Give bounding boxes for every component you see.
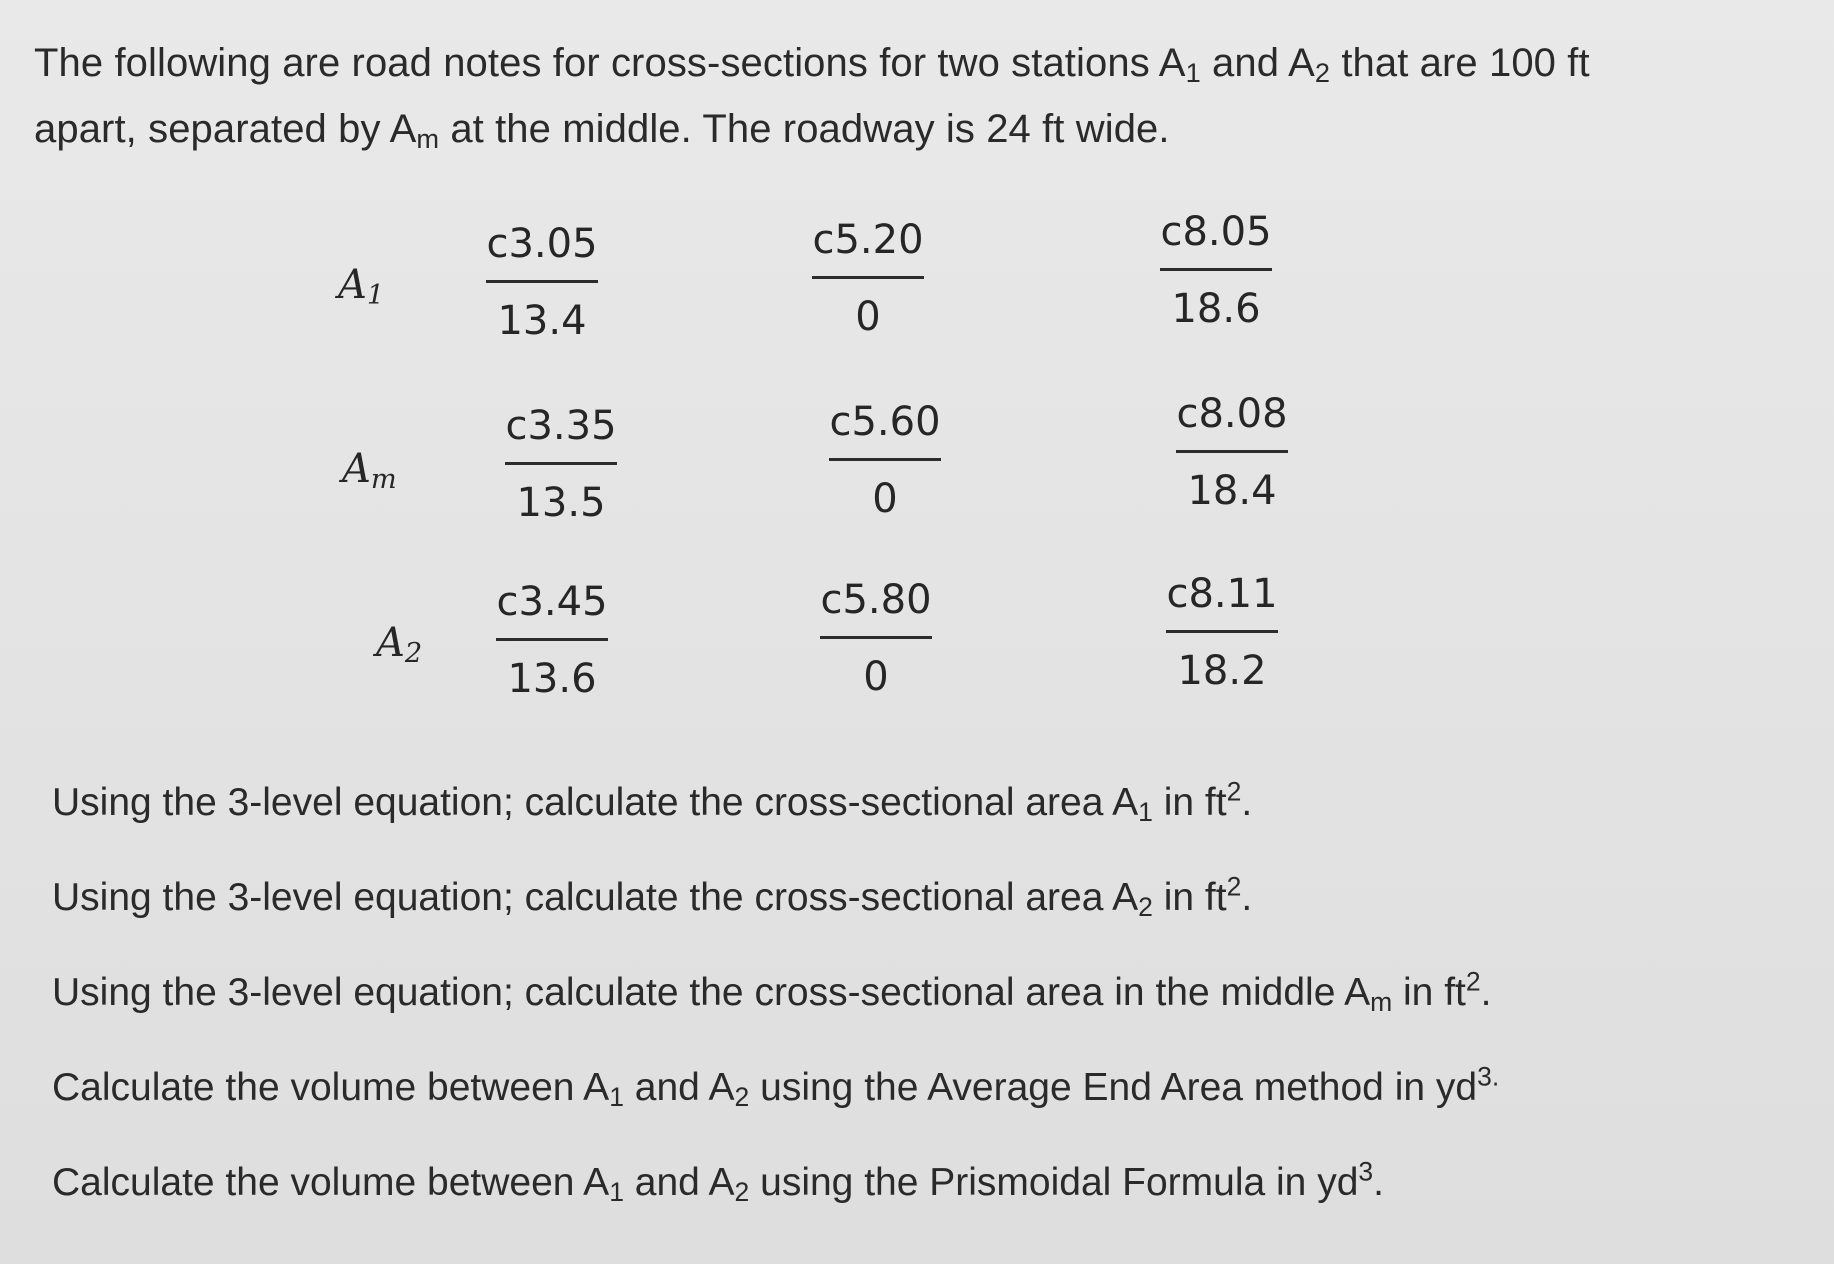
offset-value: 0	[863, 654, 889, 700]
question-text: using the Average End Area method in yd	[749, 1066, 1478, 1109]
question-4	[52, 1055, 1812, 1150]
question-subscript: 1	[1138, 796, 1153, 827]
question-3	[52, 960, 1812, 1055]
question-superscript: 3.	[1477, 1061, 1500, 1092]
fraction-bar	[1166, 630, 1278, 633]
offset-value: 13.6	[507, 656, 597, 702]
offset-value: 13.4	[497, 298, 587, 344]
note-a2-center	[796, 574, 956, 703]
question-text: .	[1480, 971, 1492, 1014]
question-text: and A	[623, 1161, 735, 1204]
question-1	[52, 770, 1812, 865]
intro-subscript: m	[416, 122, 440, 154]
offset-value: 0	[855, 294, 881, 340]
station-label-a1	[338, 262, 385, 311]
intro-text: apart, separated by A	[34, 107, 417, 151]
question-text: Using the 3-level equation; calculate the cross-sectional area A	[52, 876, 1139, 919]
cut-value: c5.80	[820, 577, 932, 623]
cut-value: c8.05	[1160, 209, 1272, 255]
question-subscript: 2	[734, 1176, 750, 1207]
cut-value: c5.20	[812, 217, 924, 263]
question-text: .	[1241, 876, 1253, 919]
fraction-bar	[820, 636, 932, 639]
offset-value: 18.4	[1187, 468, 1277, 514]
question-list	[52, 770, 1812, 1245]
offset-value: 18.6	[1171, 286, 1261, 332]
fraction-bar	[812, 276, 924, 279]
cut-value: c5.60	[829, 399, 941, 445]
question-text: Calculate the volume between A	[52, 1161, 610, 1204]
note-a1-right	[1136, 206, 1296, 335]
cut-value: c3.45	[496, 579, 608, 625]
station-label-subscript: 2	[404, 637, 423, 669]
cut-value: c8.08	[1176, 391, 1288, 437]
question-subscript: 2	[734, 1081, 750, 1112]
note-a2-left	[472, 576, 632, 705]
station-label-base: A	[376, 620, 405, 666]
question-text: Using the 3-level equation; calculate the cross-sectional area A	[52, 781, 1139, 824]
intro-text: that are 100 ft	[1330, 41, 1590, 85]
question-subscript: 1	[609, 1176, 624, 1207]
question-text: in ft	[1392, 971, 1466, 1014]
question-text: .	[1241, 781, 1253, 824]
station-label-am	[342, 446, 397, 495]
question-text: in ft	[1152, 876, 1227, 919]
question-text: and A	[623, 1066, 735, 1109]
question-text: .	[1373, 1161, 1384, 1204]
offset-value: 13.5	[516, 480, 606, 526]
question-text: Calculate the volume between A	[52, 1066, 610, 1109]
fraction-bar	[829, 458, 941, 461]
question-2	[52, 865, 1812, 960]
intro-subscript: 1	[1185, 56, 1201, 88]
offset-value: 18.2	[1177, 648, 1267, 694]
cut-value: c3.05	[486, 221, 598, 267]
offset-value: 0	[872, 476, 898, 522]
note-am-right	[1152, 388, 1312, 517]
note-a2-right	[1142, 568, 1302, 697]
question-subscript: 2	[1138, 891, 1153, 922]
question-subscript: 1	[609, 1081, 624, 1112]
fraction-bar	[496, 638, 608, 641]
cut-value: c8.11	[1166, 571, 1278, 617]
intro-text: and A	[1200, 41, 1315, 85]
intro-subscript: 2	[1314, 56, 1331, 88]
fraction-bar	[486, 280, 598, 283]
fraction-bar	[1176, 450, 1288, 453]
intro-text: The following are road notes for cross-sections for two stations A	[34, 41, 1186, 85]
question-superscript: 2	[1226, 776, 1242, 807]
note-a1-left	[462, 218, 622, 347]
cut-value: c3.35	[505, 403, 617, 449]
station-label-base: A	[338, 262, 367, 308]
station-label-subscript: 1	[366, 279, 385, 311]
station-label-a2	[376, 620, 423, 669]
station-label-base: A	[342, 446, 371, 492]
question-text: in ft	[1152, 781, 1227, 824]
question-superscript: 2	[1226, 871, 1242, 902]
fraction-bar	[505, 462, 617, 465]
note-a1-center	[788, 214, 948, 343]
note-am-left	[481, 400, 641, 529]
question-text: using the Prismoidal Formula in yd	[749, 1161, 1359, 1204]
fraction-bar	[1160, 268, 1272, 271]
question-text: Using the 3-level equation; calculate the cross-sectional area in the middle A	[52, 971, 1371, 1014]
note-am-center	[805, 396, 965, 525]
intro-text: at the middle. The roadway is 24 ft wide.	[439, 107, 1170, 151]
question-superscript: 3	[1358, 1156, 1374, 1187]
question-superscript: 2	[1465, 966, 1481, 997]
question-5	[52, 1150, 1812, 1245]
question-subscript: m	[1370, 986, 1393, 1017]
station-label-subscript: m	[370, 463, 397, 495]
